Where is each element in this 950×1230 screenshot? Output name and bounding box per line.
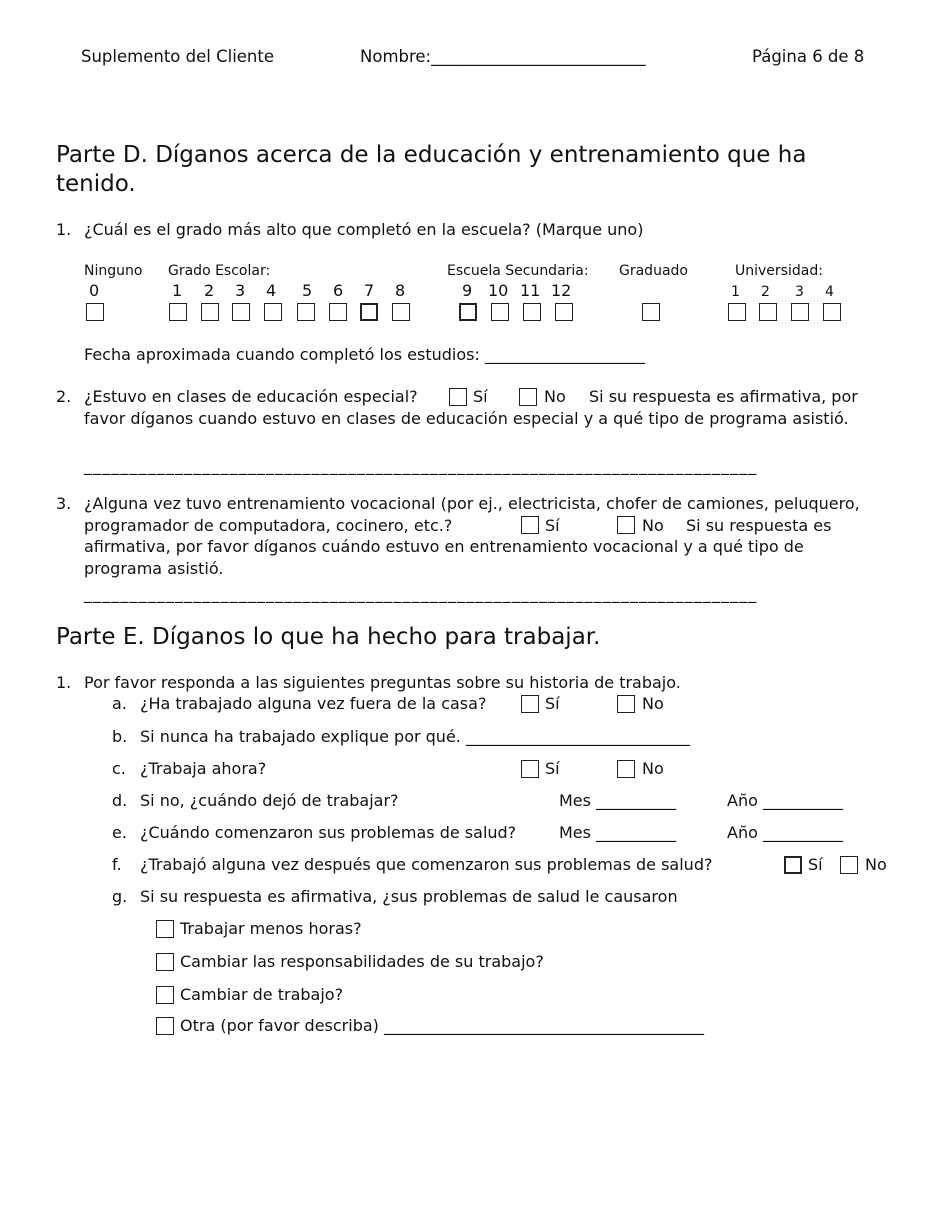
d-q3-answer-line[interactable]: __________________________________________________________________________ — [84, 584, 758, 603]
university-year-number: 3 — [795, 284, 804, 300]
e-q1g-text: Si su respuesta es afirmativa, ¿sus problemas de salud le causaron — [140, 887, 678, 906]
name-line[interactable]: __________________________ — [431, 47, 646, 66]
d-q2-no-label: No — [544, 387, 566, 406]
d-q2-text-b: Si su respuesta es afirmativa, por — [589, 387, 858, 406]
e-q1f-no-label: No — [865, 855, 887, 874]
e-q1c-si-label: Sí — [545, 759, 560, 778]
e-q1f-text: ¿Trabajó alguna vez después que comenzaron sus problemas de salud? — [140, 855, 713, 874]
grade-number: 6 — [333, 281, 344, 300]
e-q1e-letter: e. — [112, 823, 127, 842]
group-universidad: Universidad: — [735, 263, 823, 279]
grade-number: 9 — [462, 281, 473, 300]
d-q3-line2b: Si su respuesta es — [686, 516, 832, 535]
grade-3-checkbox[interactable] — [232, 303, 250, 321]
university-year-number: 1 — [731, 284, 740, 300]
d-q3-line2: programador de computadora, cocinero, etc.? — [84, 516, 453, 535]
university-1-checkbox[interactable] — [728, 303, 746, 321]
university-4-checkbox[interactable] — [823, 303, 841, 321]
group-ninguno: Ninguno — [84, 263, 143, 279]
d-q3-line4: programa asistió. — [84, 559, 224, 578]
e-q1d-year-field[interactable]: Año __________ — [727, 791, 843, 810]
part-d-title-line1: Parte D. Díganos acerca de la educación y entrenamiento que ha — [56, 142, 807, 168]
university-year-number: 2 — [761, 284, 770, 300]
e-q1c-si-checkbox[interactable] — [521, 760, 539, 778]
group-graduado: Graduado — [619, 263, 688, 279]
e-q1c-no-checkbox[interactable] — [617, 760, 635, 778]
e-q1d-text: Si no, ¿cuándo dejó de trabajar? — [140, 791, 399, 810]
header-title: Suplemento del Cliente — [81, 47, 275, 66]
name-label-text: Nombre: — [360, 47, 432, 66]
e-q1f-si-label: Sí — [808, 855, 823, 874]
d-q2-text: ¿Estuvo en clases de educación especial? — [84, 387, 418, 406]
d-q3-no-label: No — [642, 516, 664, 535]
e-q1a-no-label: No — [642, 694, 664, 713]
grade-4-checkbox[interactable] — [264, 303, 282, 321]
group-escuela-secundaria: Escuela Secundaria: — [447, 263, 589, 279]
grade-10-checkbox[interactable] — [491, 303, 509, 321]
grade-number: 12 — [551, 281, 572, 300]
grade-9-checkbox[interactable] — [459, 303, 477, 321]
grade-6-checkbox[interactable] — [329, 303, 347, 321]
d-q3-line3: afirmativa, por favor díganos cuándo estuvo en entrenamiento vocacional y a qué tipo de — [84, 537, 804, 556]
grade-number: 8 — [395, 281, 406, 300]
graduado-checkbox[interactable] — [642, 303, 660, 321]
e-q1e-text: ¿Cuándo comenzaron sus problemas de salud? — [140, 823, 517, 842]
university-3-checkbox[interactable] — [791, 303, 809, 321]
e-q1g-option-label: Cambiar las responsabilidades de su trabajo? — [180, 952, 544, 971]
e-q1g-option-checkbox[interactable] — [156, 1017, 174, 1035]
e-q1g-option-checkbox[interactable] — [156, 986, 174, 1004]
e-q1d-letter: d. — [112, 791, 128, 810]
grade-number: 5 — [302, 281, 313, 300]
d-q3-line1: ¿Alguna vez tuvo entrenamiento vocacional (por ej., electricista, chofer de camiones, peluquero, — [84, 494, 860, 513]
grade-11-checkbox[interactable] — [523, 303, 541, 321]
grade-number: 7 — [364, 281, 375, 300]
fecha-completed-field[interactable]: Fecha aproximada cuando completó los estudios: ____________________ — [84, 345, 645, 364]
e-q1c-letter: c. — [112, 759, 126, 778]
e-q1a-text: ¿Ha trabajado alguna vez fuera de la casa? — [140, 694, 487, 713]
part-d-title-line2: tenido. — [56, 171, 136, 197]
grade-number: 3 — [235, 281, 246, 300]
d-q3-number: 3. — [56, 494, 72, 513]
e-q1a-no-checkbox[interactable] — [617, 695, 635, 713]
e-q1f-no-checkbox[interactable] — [840, 856, 858, 874]
e-q1b-letter: b. — [112, 727, 128, 746]
group-grado-escolar: Grado Escolar: — [168, 263, 271, 279]
grade-12-checkbox[interactable] — [555, 303, 573, 321]
name-label — [360, 47, 646, 66]
e-q1a-si-checkbox[interactable] — [521, 695, 539, 713]
e-q1e-month-field[interactable]: Mes __________ — [559, 823, 677, 842]
d-q3-si-checkbox[interactable] — [521, 516, 539, 534]
d-q1-text: ¿Cuál es el grado más alto que completó en la escuela? (Marque uno) — [84, 220, 644, 239]
e-q1g-option-label: Trabajar menos horas? — [180, 919, 362, 938]
e-q1g-option-label: Cambiar de trabajo? — [180, 985, 344, 1004]
d-q2-text-c: favor díganos cuando estuvo en clases de educación especial y a qué tipo de programa asistió. — [84, 409, 849, 428]
e-q1g-option-checkbox[interactable] — [156, 953, 174, 971]
d-q2-answer-line[interactable]: __________________________________________________________________________ — [84, 456, 758, 475]
e-q1-text: Por favor responda a las siguientes preguntas sobre su historia de trabajo. — [84, 673, 681, 692]
grade-number: 0 — [89, 281, 100, 300]
e-q1g-letter: g. — [112, 887, 128, 906]
d-q2-si-label: Sí — [473, 387, 488, 406]
e-q1g-option-checkbox[interactable] — [156, 920, 174, 938]
grade-number: 2 — [204, 281, 215, 300]
d-q3-si-label: Sí — [545, 516, 560, 535]
university-2-checkbox[interactable] — [759, 303, 777, 321]
page-number: Página 6 de 8 — [752, 47, 865, 66]
e-q1c-text: ¿Trabaja ahora? — [140, 759, 267, 778]
d-q2-number: 2. — [56, 387, 72, 406]
part-e-title: Parte E. Díganos lo que ha hecho para trabajar. — [56, 624, 601, 650]
grade-5-checkbox[interactable] — [297, 303, 315, 321]
grade-number: 10 — [488, 281, 509, 300]
e-q1-number: 1. — [56, 673, 72, 692]
e-q1f-letter: f. — [112, 855, 122, 874]
grade-2-checkbox[interactable] — [201, 303, 219, 321]
d-q2-no-checkbox[interactable] — [519, 388, 537, 406]
university-year-number: 4 — [825, 284, 834, 300]
e-q1f-si-checkbox[interactable] — [784, 856, 802, 874]
d-q3-no-checkbox[interactable] — [617, 516, 635, 534]
d-q2-si-checkbox[interactable] — [449, 388, 467, 406]
e-q1a-si-label: Sí — [545, 694, 560, 713]
e-q1b-field[interactable]: Si nunca ha trabajado explique por qué. ____________________________ — [140, 727, 690, 746]
grade-7-checkbox[interactable] — [360, 303, 378, 321]
grade-1-checkbox[interactable] — [169, 303, 187, 321]
e-q1g-option-other-field[interactable]: Otra (por favor describa) ________________________________________ — [180, 1016, 704, 1035]
grade-number: 1 — [172, 281, 183, 300]
e-q1a-letter: a. — [112, 694, 127, 713]
grade-0-checkbox[interactable] — [86, 303, 104, 321]
grade-number: 11 — [520, 281, 541, 300]
grade-8-checkbox[interactable] — [392, 303, 410, 321]
e-q1d-month-field[interactable]: Mes __________ — [559, 791, 677, 810]
e-q1c-no-label: No — [642, 759, 664, 778]
grade-number: 4 — [266, 281, 277, 300]
e-q1e-year-field[interactable]: Año __________ — [727, 823, 843, 842]
d-q1-number: 1. — [56, 220, 72, 239]
